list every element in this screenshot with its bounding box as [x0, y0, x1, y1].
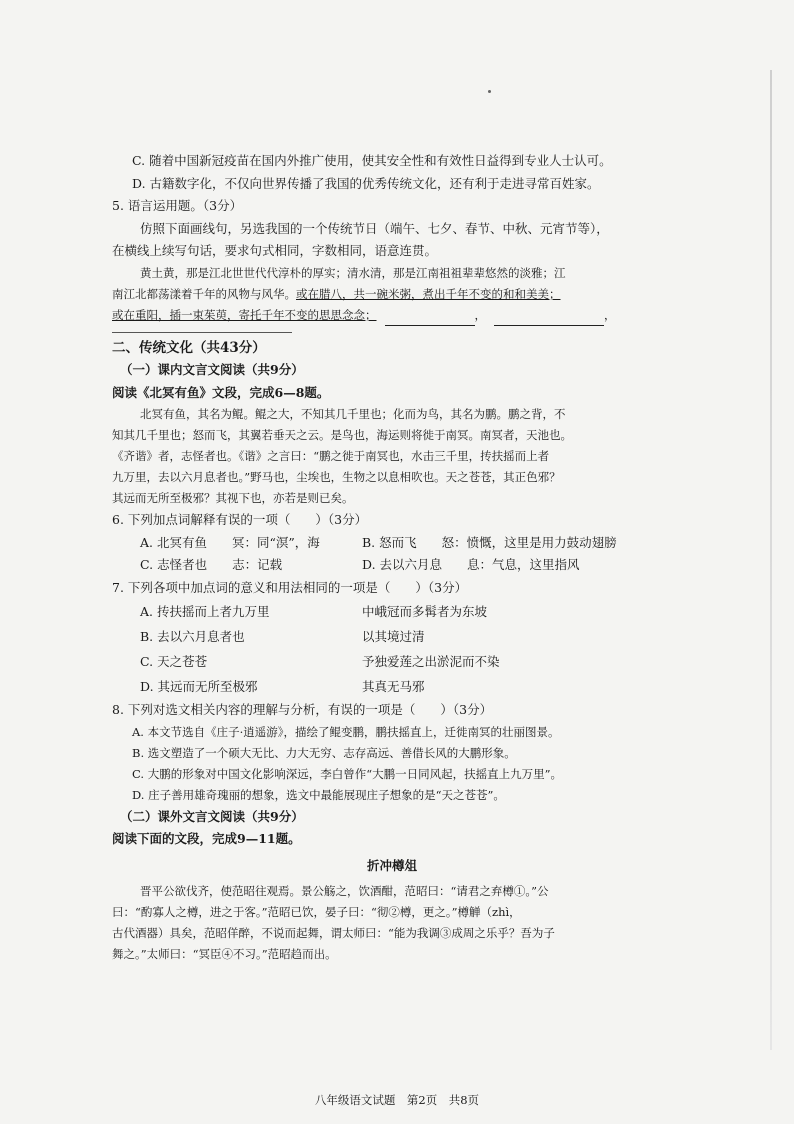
question-7-option-c-right: 予独爱莲之出淤泥而不染: [362, 654, 500, 669]
question-7-row-a: [112, 599, 672, 624]
passage-2-line-4: 舞之。”太师曰：“冥臣④不习。”范昭趋而出。: [112, 947, 337, 961]
question-7-row-d: [112, 674, 672, 699]
question-7-option-b-right: 以其境过清: [362, 629, 425, 644]
question-5-passage-1: 黄土黄，那是江北世世代代淳朴的厚实；清水清，那是江南祖祖辈辈悠然的淡雅；江: [140, 265, 566, 280]
question-8-option-c: C. 大鹏的形象对中国文化影响深远，李白曾作“大鹏一日同风起，扶摇直上九万里”。: [132, 766, 562, 781]
question-6-option-b: B. 怒而飞 怒：愤慨，这里是用力鼓动翅膀: [362, 534, 617, 550]
answer-blank-2[interactable]: [494, 309, 604, 326]
answer-blank-1[interactable]: [385, 309, 475, 326]
question-6-option-d: D. 去以六月息 息：气息，这里指风: [362, 557, 580, 572]
question-8-option-a: A. 本文节选自《庄子·逍遥游》，描绘了鲲变鹏，鹏扶摇直上，迁徙南冥的壮丽图景。: [132, 724, 560, 739]
passage-1-line-5: 其远而无所至极邪？其视下也，亦若是则已矣。: [112, 491, 354, 505]
scan-speck: [488, 90, 491, 93]
reading-2-instruction: 阅读下面的文段，完成9—11题。: [112, 831, 301, 846]
question-8-option-d: D. 庄子善用雄奇瑰丽的想象，选文中最能展现庄子想象的是“天之苍苍”。: [132, 787, 505, 802]
question-5-passage-3: [112, 305, 672, 326]
section-2-title: 二、传统文化（共43分）: [112, 339, 266, 356]
question-5-stem: 5. 语言运用题。（3分）: [112, 198, 243, 213]
subsection-2-title: （二）课外文言文阅读（共9分）: [120, 808, 304, 824]
question-5-passage-2: [112, 284, 672, 305]
page-footer: 八年级语文试题 第2页 共8页: [314, 1093, 480, 1107]
question-5-instruction-2: 在横线上续写句话，要求句式相同，字数相同，语意连贯。: [112, 243, 438, 258]
question-6-stem: 6. 下列加点词解释有误的一项（ ）（3分）: [112, 512, 368, 527]
scan-edge-shadow: [770, 70, 772, 1050]
question-8-option-b: B. 选文塑造了一个硕大无比、力大无穷、志存高远、善借长风的大鹏形象。: [132, 745, 516, 760]
question-8-stem: 8. 下列对选文相关内容的理解与分析，有误的一项是（ ）（3分）: [112, 702, 493, 717]
passage-2-line-2: 曰：“酌寡人之樽，进之于客。”范昭已饮，晏子曰：“彻②樽，更之。”樽觯（zhì，: [112, 905, 521, 919]
question-5-instruction-1: 仿照下面画线句，另选我国的一个传统节日（端午、七夕、春节、中秋、元宵节等），: [140, 220, 609, 236]
underlined-sentence-1: 或在腊八，共一碗米粥，煮出千年不变的和和美美；: [296, 286, 561, 301]
question-7-option-c-left: C. 天之苍苍: [140, 654, 208, 669]
question-7-option-a-right: 中峨冠而多髯者为东坡: [362, 604, 488, 619]
question-6-option-a: A. 北冥有鱼 冥：同“溟”，海: [140, 534, 320, 550]
passage-1-line-2: 知其几千里也；怒而飞，其翼若垂天之云。是鸟也，海运则将徙于南冥。南冥者，天池也。: [112, 428, 572, 442]
question-7-option-a-left: A. 抟扶摇而上者九万里: [140, 604, 270, 619]
question-7-row-c: [112, 649, 672, 674]
passage-2-line-3: 古代酒器）具矣，范昭佯醉，不说而起舞，谓太师曰：“能为我调③成周之乐乎？吾为子: [112, 926, 555, 940]
underlined-sentence-2: 或在重阳，插一束茱萸，寄托千年不变的思思念念；: [112, 307, 377, 322]
passage-2-line-1: 晋平公欲伐齐，使范昭往观焉。景公觞之，饮酒酣，范昭曰：“请君之弃樽①。”公: [140, 884, 549, 898]
reading-1-instruction: 阅读《北冥有鱼》文段，完成6—8题。: [112, 384, 330, 400]
answer-blank-3[interactable]: [112, 332, 292, 333]
question-6-option-c: C. 志怪者也 志：记载: [140, 557, 283, 572]
passage-plain: 南江北都荡漾着千年的风物与风华。: [112, 286, 296, 301]
question-7-stem: 7. 下列各项中加点词的意义和用法相同的一项是（ ）（3分）: [112, 579, 468, 595]
passage-2-title: 折冲樽俎: [366, 857, 417, 873]
exam-page-body: [112, 150, 672, 965]
passage-1-line-3: 《齐谐》者，志怪者也。《谐》之言曰：“鹏之徙于南冥也，水击三千里，抟扶摇而上者: [112, 449, 550, 463]
option-d-line: D. 古籍数字化，不仅向世界传播了我国的优秀传统文化，还有利于走进寻常百姓家。: [132, 175, 600, 191]
passage-1-line-1: 北冥有鱼，其名为鲲。鲲之大，不知其几千里也；化而为鸟，其名为鹏。鹏之背，不: [140, 407, 566, 421]
question-7-row-b: [112, 624, 672, 649]
option-c-line: C. 随着中国新冠疫苗在国内外推广使用，使其安全性和有效性日益得到专业人士认可。: [132, 153, 612, 168]
question-7-option-b-left: B. 去以六月息者也: [140, 629, 245, 644]
blank-comma-2: ，: [604, 307, 616, 322]
blank-comma-1: ，: [474, 307, 486, 322]
question-7-option-d-right: 其真无马邪: [362, 679, 425, 694]
question-6-row-2: [112, 554, 672, 577]
subsection-1-title: （一）课内文言文阅读（共9分）: [120, 362, 304, 377]
question-7-option-d-left: D. 其远而无所至极邪: [140, 679, 258, 694]
question-6-row-1: [112, 532, 672, 555]
passage-1-line-4: 九万里，去以六月息者也。”野马也，尘埃也，生物之以息相吹也。天之苍苍，其正色邪？: [112, 470, 561, 484]
